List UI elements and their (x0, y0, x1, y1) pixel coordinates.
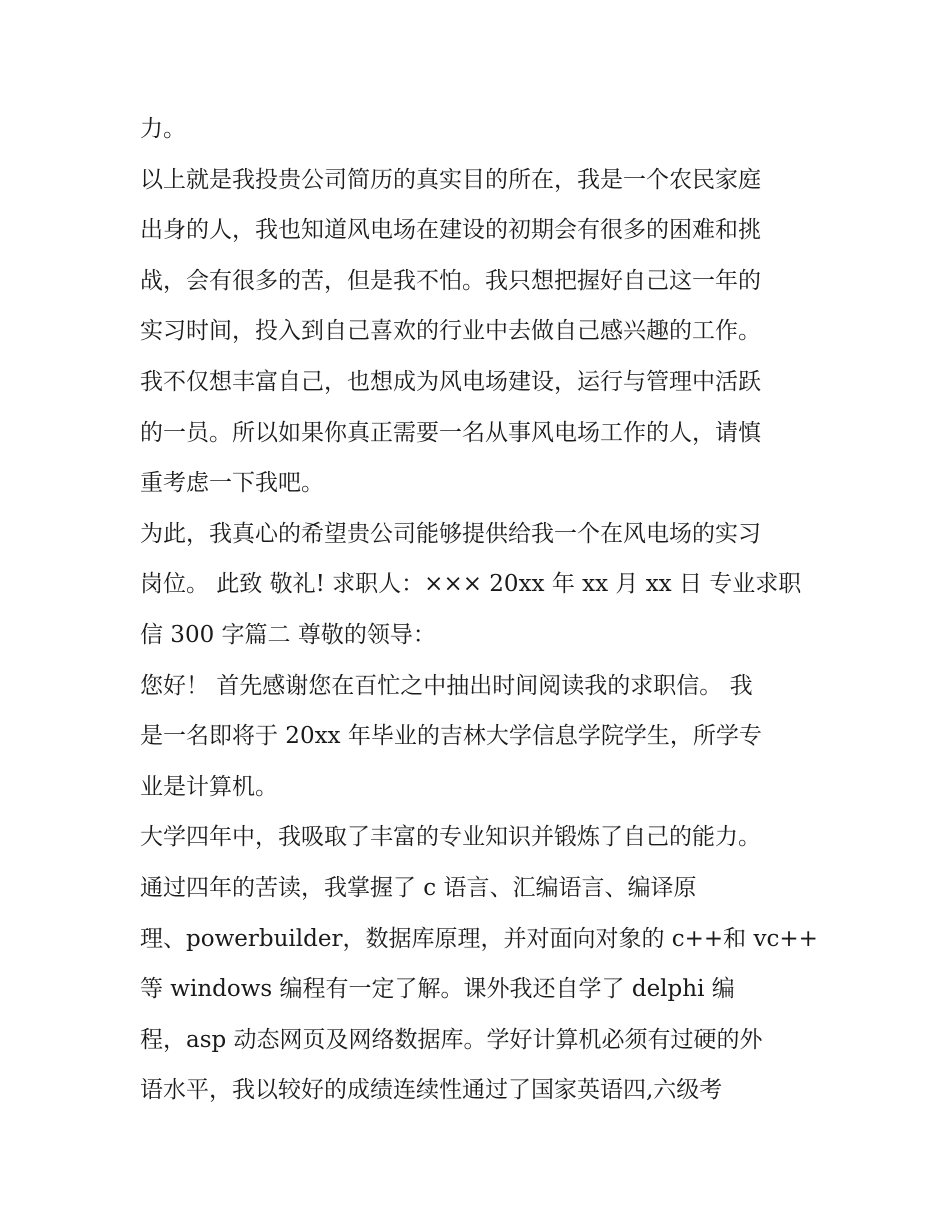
text-line: 以上就是我投贵公司简历的真实目的所在，我是一个农民家庭 (140, 166, 761, 193)
text-line: 大学四年中，我吸取了丰富的专业知识并锻炼了自己的能力。 (140, 824, 761, 851)
text-line: 程，asp 动态网页及网络数据库。学好计算机必须有过硬的外 (140, 1026, 763, 1053)
text-line: 业是计算机。 (140, 773, 278, 800)
document-body (140, 104, 820, 1116)
text-line: 等 windows 编程有一定了解。课外我还自学了 delphi 编 (140, 976, 735, 1003)
text-line: 您好！ 首先感谢您在百忙之中抽出时间阅读我的求职信。 我 (140, 672, 753, 699)
text-line: 岗位。 此致 敬礼! 求职人：××× 20xx 年 xx 月 xx 日 专业求职 (140, 571, 802, 598)
text-line: 重考虑一下我吧。 (140, 470, 324, 497)
text-line: 实习时间，投入到自己喜欢的行业中去做自己感兴趣的工作。 (140, 318, 761, 345)
text-line: 是一名即将于 20xx 年毕业的吉林大学信息学院学生，所学专 (140, 723, 762, 750)
text-line: 为此，我真心的希望贵公司能够提供给我一个在风电场的实习 (140, 520, 761, 547)
text-line: 语水平，我以较好的成绩连续性通过了国家英语四,六级考 (140, 1077, 723, 1104)
text-line: 力。 (140, 116, 186, 142)
text-line: 通过四年的苦读，我掌握了 c 语言、汇编语言、编译原 (140, 874, 697, 901)
text-line: 理、powerbuilder，数据库原理，并对面向对象的 c++和 vc++ (140, 925, 818, 952)
text-line: 信 300 字篇二 尊敬的领导： (140, 621, 436, 648)
text-line: 的一员。所以如果你真正需要一名从事风电场工作的人，请慎 (140, 419, 761, 446)
text-line: 战，会有很多的苦，但是我不怕。我只想把握好自己这一年的 (140, 267, 761, 294)
text-line: 出身的人，我也知道风电场在建设的初期会有很多的困难和挑 (140, 217, 761, 244)
text-line: 我不仅想丰富自己，也想成为风电场建设，运行与管理中活跃 (140, 368, 761, 395)
